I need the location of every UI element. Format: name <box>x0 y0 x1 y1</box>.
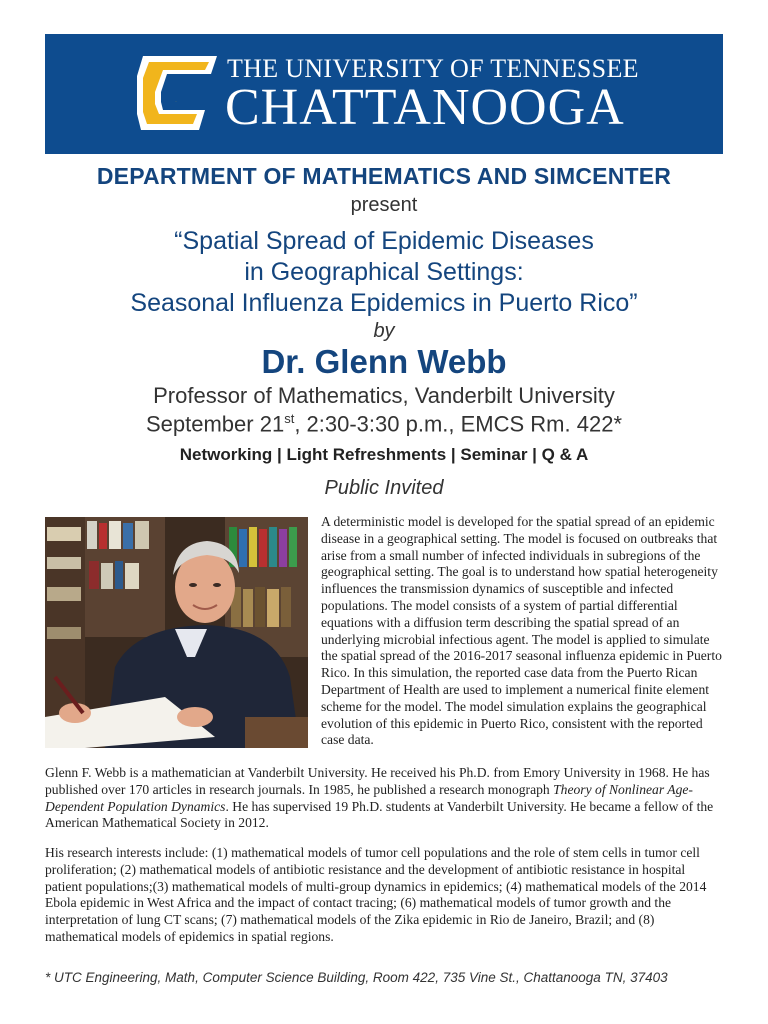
svg-text:C: C <box>175 102 177 103</box>
location-footnote: * UTC Engineering, Math, Computer Science Building, Room 422, 735 Vine St., Chattanooga TN, 37403 <box>45 970 668 985</box>
speaker-bio <box>45 765 725 832</box>
event-activities: Networking | Light Refreshments | Seminar | Q & A <box>179 445 589 464</box>
event-datetime <box>0 411 768 437</box>
speaker-name: Dr. Glenn Webb <box>261 343 507 380</box>
book-title: Theory of Nonlinear Age-Dependent Population Dynamics <box>45 781 693 814</box>
date-prefix: September 21 <box>145 411 285 437</box>
audience-label: Public Invited <box>324 477 444 499</box>
by-label: by <box>373 320 395 342</box>
university-name-line2: CHATTANOOGA <box>225 79 625 136</box>
talk-title-line1: “Spatial Spread of Epidemic Diseases <box>174 227 594 255</box>
speaker-photo-illustration <box>45 517 308 748</box>
university-banner <box>45 34 723 154</box>
speaker-photo <box>45 517 308 748</box>
utc-logo-icon <box>133 52 219 134</box>
date-suffix: st <box>284 411 295 426</box>
date-rest: , 2:30-3:30 p.m., EMCS Rm. 422* <box>294 411 623 437</box>
speaker-affiliation: Professor of Mathematics, Vanderbilt University <box>153 383 615 408</box>
bio-part2: . He has supervised 19 Ph.D. students at Vanderbilt University. He became a fellow of the American Mathematical Society in 2012. <box>45 798 714 831</box>
talk-title-line3: Seasonal Influenza Epidemics in Puerto Rico” <box>130 289 638 317</box>
talk-title-line2: in Geographical Settings: <box>244 258 524 286</box>
research-interests: His research interests include: (1) mathematical models of tumor cell populations and the role of stem cells in tumor cell proliferation; (2) mathematical models of antibiotic resistance and the development of antibiotic resistance in hospital patient populations;(3) mathematical models of multi-group dynamics in epidemics; (4) mathematical models of the 2014 Ebola epidemic in West Africa and the impact of contact tracing; (6) mathematical models of tumor growth and the interpretation of lung CT scans; (7) mathematical models of the Zika epidemic in Rio de Janeiro, Brazil; and (8) mathematical models of epidemics in spatial regions. <box>45 845 707 944</box>
talk-title <box>0 226 768 319</box>
department-heading: DEPARTMENT OF MATHEMATICS AND SIMCENTER <box>96 163 672 189</box>
abstract-text: A deterministic model is developed for the spatial spread of an epidemic disease in a geographical setting. The model is focused on outbreaks that arise from a small number of infected individuals in subregions of the geographical setting. The goal is to understand how spatial heterogeneity influences the transmission dynamics of susceptible and infected populations. The model consists of a system of partial differential equations with a diffusion term describing the spatial spread of an underlying microbial infectious agent. The model is applied to simulate the spatial spread of the 2016-2017 seasonal influenza epidemic in Puerto Rico. In this simulation, the reported case data from the Puerto Rican Department of Health are used to implement a numerical finite element scheme for the model. The model simulation explains the geographical evolution of this epidemic in Puerto Rico, consistent with the reported case data. <box>321 514 722 748</box>
bio-part1: Glenn F. Webb is a mathematician at Vanderbilt University. He received his Ph.D. from Emory University in 1968. He has published over 170 articles in research journals. In 1985, he published a research monograph <box>45 765 710 797</box>
university-name-line1: THE UNIVERSITY OF TENNESSEE <box>227 54 639 83</box>
present-label: present <box>350 194 418 216</box>
